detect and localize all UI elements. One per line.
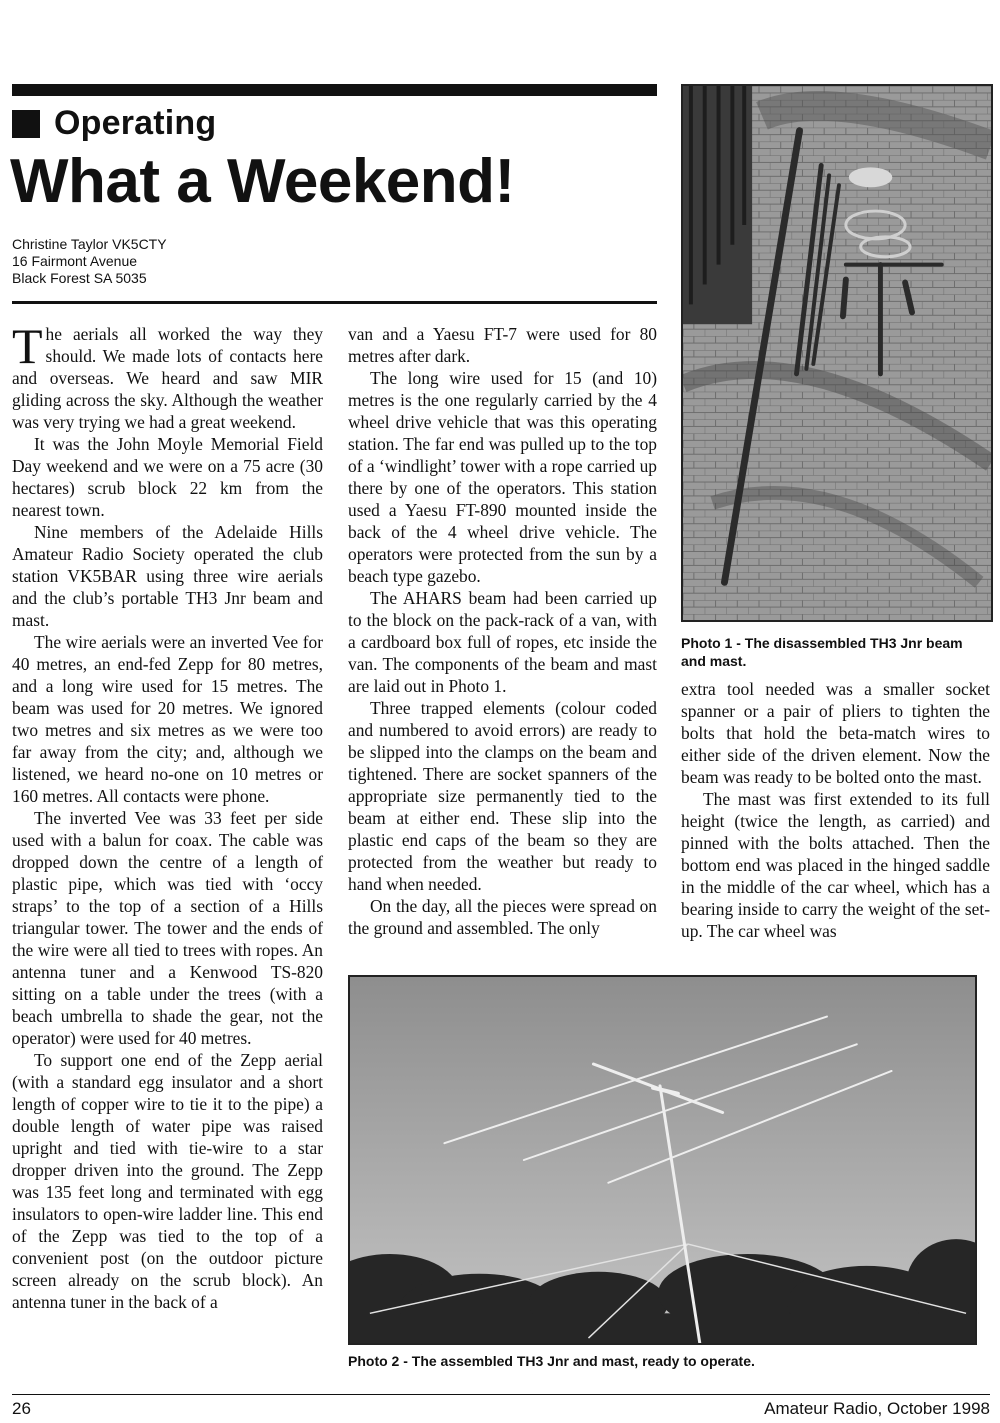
page-number: 26 [12, 1399, 31, 1418]
drop-cap: T [12, 318, 43, 374]
author-street: 16 Fairmont Avenue [12, 253, 138, 269]
paragraph: van and a Yaesu FT-7 were used for 80 metres after dark. [348, 324, 657, 366]
paragraph: Three trapped elements (colour coded and numbered to avoid errors) are ready to be slipped into the clamps on the beam and tightened. There are socket spanners of the appropriate size permanently tied to the beam at either end. These slip into the plastic end caps of the beam so they are protected from the weather but ready to hand when needed. [348, 698, 657, 894]
paragraph: extra tool needed was a smaller socket spanner or a pair of pliers to tighten the bolts that hold the beta-match wires to either side of the driven element. Now the beam was ready to be bolted onto the mast. [681, 679, 990, 787]
photo2-caption: Photo 2 - The assembled TH3 Jnr and mast, ready to operate. [348, 1353, 755, 1369]
author-name: Christine Taylor VK5CTY [12, 236, 167, 252]
paragraph: The mast was first extended to its full height (twice the length, as carried) and pinned with the bolts attached. Then the bottom end was placed in the hinged saddle in the middle of the car wheel, which has a bearing inside to carry the weight of the set-up. The car wheel was [681, 789, 990, 941]
section-square-icon [12, 110, 40, 138]
paragraph: It was the John Moyle Memorial Field Day weekend and we were on a 75 acre (30 hectares) scrub block 22 km from the nearest town. [12, 434, 323, 520]
paragraph: To support one end of the Zepp aerial (with a standard egg insulator and a short length of copper wire to tie it to the pipe) a double length of water pipe was raised upright and tied with tie-wire to a star dropper driven into the ground. The Zepp was 135 feet long and terminated with egg insulators to open-wire ladder line. This end of the Zepp was tied to the top of a convenient post (on the outdoor picture screen already on the scrub block). An antenna tuner in the back of a [12, 1050, 323, 1312]
article-column-2 [348, 323, 657, 939]
paragraph: The aerials all worked the way they should. We made lots of contacts here and overseas. We heard and saw MIR gliding across the sky. Although the weather was very trying we had a great weekend. [12, 318, 323, 432]
byline [12, 236, 167, 287]
section-label: Operating [54, 104, 217, 142]
photo1-caption: Photo 1 - The disassembled TH3 Jnr beam and mast. [681, 635, 963, 669]
author-city: Black Forest SA 5035 [12, 270, 147, 286]
paragraph: The inverted Vee was 33 feet per side used with a balun for coax. The cable was dropped down the centre of a length of plastic pipe, which was tied with ‘occy straps’ to the top of a section of a Hills triangular tower. The tower and the ends of the wire were all tied to trees with ropes. An antenna tuner and a Kenwood TS-820 sitting on a table under the trees (with a beach umbrella to shade the gear, not the operator) were used for 40 metres. [12, 808, 323, 1048]
top-rule [12, 84, 657, 96]
article-column-1 [12, 318, 323, 1313]
publication-footer: Amateur Radio, October 1998 [764, 1399, 990, 1418]
article-column-3 [681, 678, 990, 942]
paragraph: On the day, all the pieces were spread on the ground and assembled. The only [348, 896, 657, 938]
footer-rule [12, 1394, 990, 1395]
paragraph: The long wire used for 15 (and 10) metres is the one regularly carried by the 4 wheel drive vehicle that was this operating station. The far end was pulled up to the top of a ‘windlight’ tower with a rope carried up there by one of the operators. This station used a Yaesu FT-890 mounted inside the back of the 4 wheel drive vehicle. The operators were protected from the sun by a beach type gazebo. [348, 368, 657, 586]
section-kicker [12, 104, 216, 143]
paragraph: Nine members of the Adelaide Hills Amateur Radio Society operated the club station VK5BAR using three wire aerials and the club’s portable TH3 Jnr beam and mast. [12, 522, 323, 630]
photo-assembled-beam [348, 975, 977, 1345]
paragraph: The wire aerials were an inverted Vee for 40 metres, an end-fed Zepp for 80 metres, and a long wire used for 15 metres. The beam was used for 20 metres. We ignored two metres and six metres as we were too far away from the city; and, although we listened, we heard no-one on 10 metres or 160 metres. All contacts were phone. [12, 632, 323, 806]
header-rule [12, 301, 657, 304]
paragraph: The AHARS beam had been carried up to the block on the pack-rack of a van, with a cardboard box full of ropes, etc inside the van. The components of the beam and mast are laid out in Photo 1. [348, 588, 657, 696]
photo-disassembled-beam [681, 84, 993, 622]
article-title: What a Weekend! [10, 147, 515, 216]
